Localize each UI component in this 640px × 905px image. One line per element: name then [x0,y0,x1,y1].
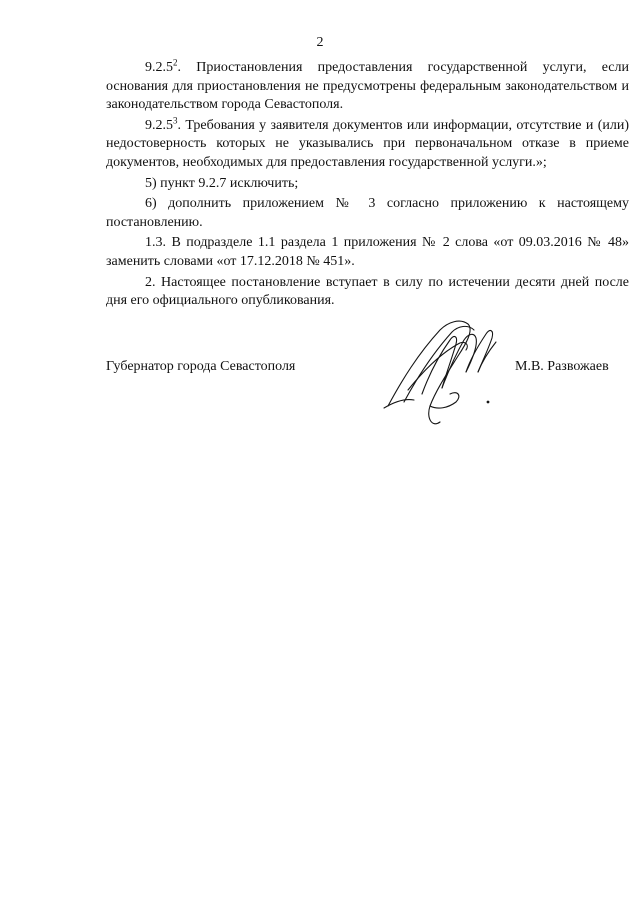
paragraph-item-5: 5) пункт 9.2.7 исключить; [145,175,299,191]
paragraph-9-2-5-3 [106,117,629,173]
paragraph-text: . Приостановления предоставления государственной услуги, если основания для приостановления не предусмотрены федеральным законодательством и законодательством города Севастополя. [106,60,629,113]
paragraph-1-3: 1.3. В подразделе 1.1 раздела 1 приложения № 2 слова «от 09.03.2016 № 48» заменить словами «от 17.12.2018 № 451». [106,235,629,269]
paragraph-item-6: 6) дополнить приложением № 3 согласно приложению к настоящему постановлению. [106,196,629,230]
signatory-title: Губернатор города Севастополя [106,359,296,374]
paragraph-2: 2. Настоящее постановление вступает в силу по истечении десяти дней после дня его официального опубликования. [106,274,629,309]
clause-number: 9.2.5 [145,60,173,75]
clause-number: 9.2.5 [145,117,173,133]
page-number: 2 [316,35,324,50]
clause-superscript: 2 [173,57,178,68]
paragraph-text: . Требования у заявителя документов или информации, отсутствие и (или) недостоверность которых не указывались при первоначальном отказе в приеме документов, необходимых для предоставления государственной услуги.»; [106,117,629,170]
document-body [106,59,629,311]
clause-superscript: 3 [173,115,178,126]
paragraph-9-2-5-2 [106,59,629,115]
handwritten-signature [378,310,508,440]
signatory-name: М.В. Развожаев [515,359,609,374]
